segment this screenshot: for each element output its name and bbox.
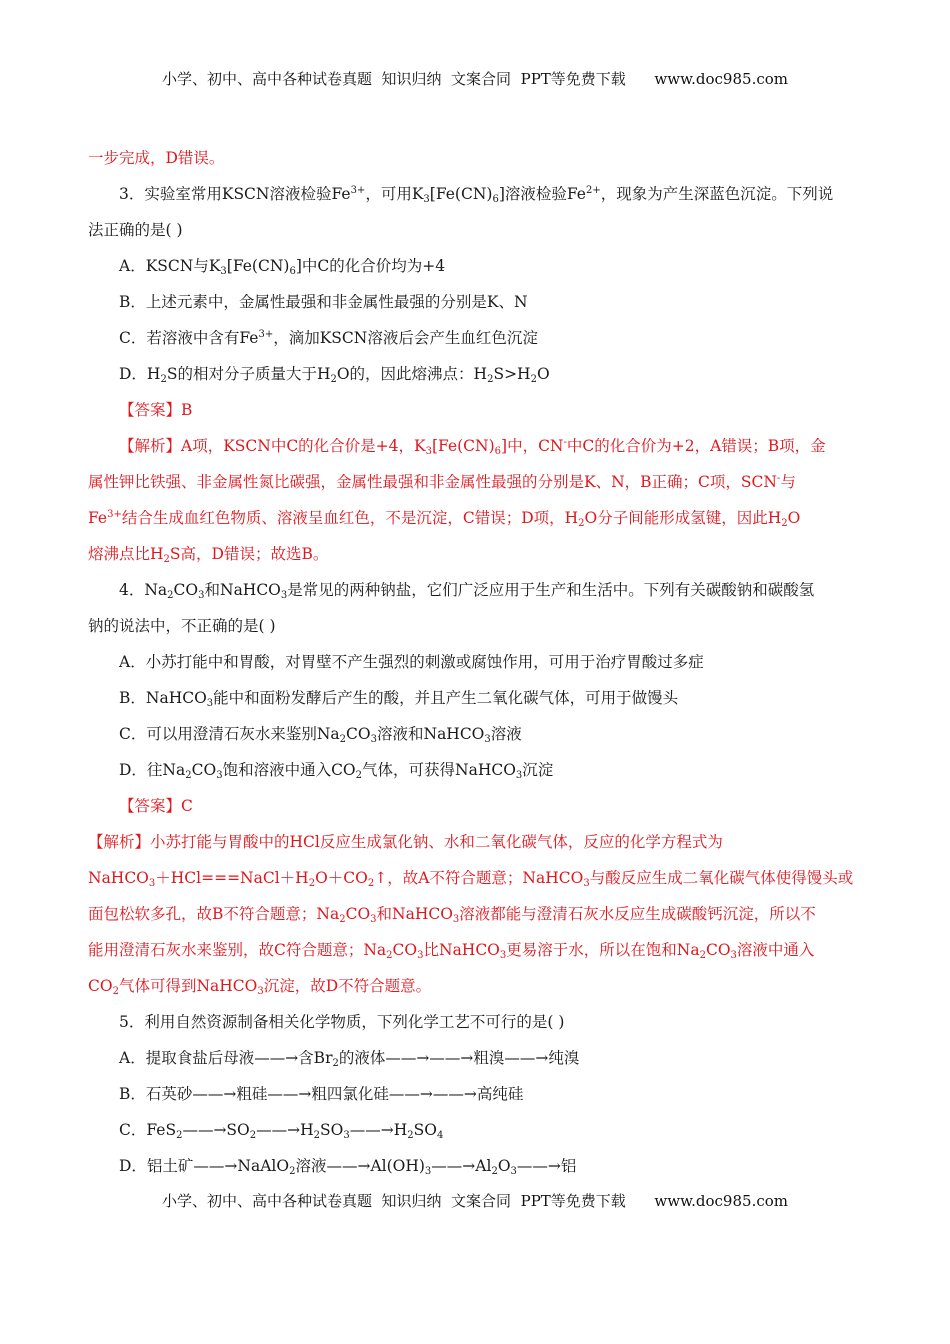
q3-stem-cont: 法正确的是( )	[88, 221, 183, 239]
q3-option-b: B．上述元素中，金属性最强和非金属性最强的分别是K、N	[119, 293, 528, 311]
q4-option-c: C．可以用澄清石灰水来鉴别$Na_2CO_3$溶液和NaHCO$_3$溶液	[119, 725, 522, 745]
q5-option-b: B．石英砂——→粗硅——→粗四氯化硅——→——→高纯硅	[119, 1085, 524, 1103]
document-body	[88, 140, 864, 1184]
q5-option-c: C．$FeS_2——\to SO_2——\to H_2SO_3——\to H_2SO_4$	[119, 1121, 444, 1141]
q3-explanation-2: 属性钾比铁强、非金属性氮比碳强，金属性最强和非金属性最强的分别是K、N，B正确；C项，SCN-与	[88, 473, 796, 491]
previous-explanation-tail: 一步完成，D错误。	[88, 149, 225, 167]
page-footer: 小学、初中、高中各种试卷真题 知识归纳 文案合同 PPT等免费下载 www.doc985.com	[161, 1192, 788, 1210]
q5-option-a: A．提取食盐后母液——→含$Br_2$的液体——→——→粗溴——→纯溴	[119, 1049, 580, 1069]
q4-explanation-2: $NaHCO_3+HCl===NaCl+H_2O+CO_2↑$，故A不符合题意；NaHCO$_3$与酸反应生成二氧化碳气体使得馒头或	[88, 869, 854, 889]
q4-answer: 【答案】C	[119, 797, 193, 815]
q4-explanation-1: 【解析】小苏打能与胃酸中的HCl反应生成氯化钠、水和二氧化碳气体，反应的化学方程式为	[88, 833, 723, 851]
q5-option-d: D．铝土矿——→NaAlO$_2$溶液$——\to Al(OH)_3——\to Al_2O_3——\to$铝	[119, 1157, 577, 1177]
q4-stem-cont: 钠的说法中，不正确的是( )	[88, 617, 276, 635]
q4-explanation-3: 面包松软多孔，故B不符合题意；$Na_2CO_3$和NaHCO$_3$溶液都能与澄清石灰水反应生成碳酸钙沉淀，所以不	[88, 905, 816, 925]
q3-stem: 3．实验室常用KSCN溶液检验$Fe^{3+}$，可用$K_3[Fe(CN)_6]$溶液检验$Fe^{2+}$，现象为产生深蓝色沉淀。下列说	[119, 185, 834, 205]
q3-option-d: D．$H_2S$的相对分子质量大于$H_2O$的，因此熔沸点：$H_2S>H_2O$	[119, 365, 550, 385]
q4-stem: 4．$Na_2CO_3$和NaHCO$_3$是常见的两种钠盐，它们广泛应用于生产和生活中。下列有关碳酸钠和碳酸氢	[119, 581, 815, 601]
q4-explanation-5: $CO_2$气体可得到NaHCO$_3$沉淀，故D不符合题意。	[88, 977, 432, 997]
q4-option-b: B．NaHCO$_3$能中和面粉发酵后产生的酸，并且产生二氧化碳气体，可用于做馒头	[119, 689, 679, 709]
q4-explanation-4: 能用澄清石灰水来鉴别，故C符合题意；$Na_2CO_3$比NaHCO$_3$更易溶于水，所以在饱和$Na_2CO_3$溶液中通入	[88, 941, 815, 961]
q3-answer: 【答案】B	[119, 401, 193, 419]
page-header: 小学、初中、高中各种试卷真题 知识归纳 文案合同 PPT等免费下载 www.doc985.com	[161, 70, 788, 88]
q3-explanation-3: $Fe^{3+}$结合生成血红色物质、溶液呈血红色，不是沉淀，C错误；D项，$H_2O$分子间能形成氢键，因此$H_2O$	[88, 509, 801, 529]
q4-option-a: A．小苏打能中和胃酸，对胃壁不产生强烈的刺激或腐蚀作用，可用于治疗胃酸过多症	[119, 653, 704, 671]
q5-stem: 5．利用自然资源制备相关化学物质，下列化学工艺不可行的是( )	[119, 1013, 565, 1031]
q3-explanation-1: 【解析】A项，KSCN中C的化合价是+4，$K_3[Fe(CN)_6]$中，CN-中C的化合价为+2，A错误；B项，金	[119, 437, 826, 457]
q3-explanation-4: 熔沸点比$H_2S$高，D错误；故选B。	[88, 545, 329, 565]
q3-option-a: A．KSCN与$K_3[Fe(CN)_6]$中C的化合价均为+4	[119, 257, 446, 277]
q3-option-c: C．若溶液中含有$Fe^{3+}$，滴加KSCN溶液后会产生血红色沉淀	[119, 329, 538, 347]
q4-option-d: D．往$Na_2CO_3$饱和溶液中通入$CO_2$气体，可获得NaHCO$_3$沉淀	[119, 761, 554, 781]
